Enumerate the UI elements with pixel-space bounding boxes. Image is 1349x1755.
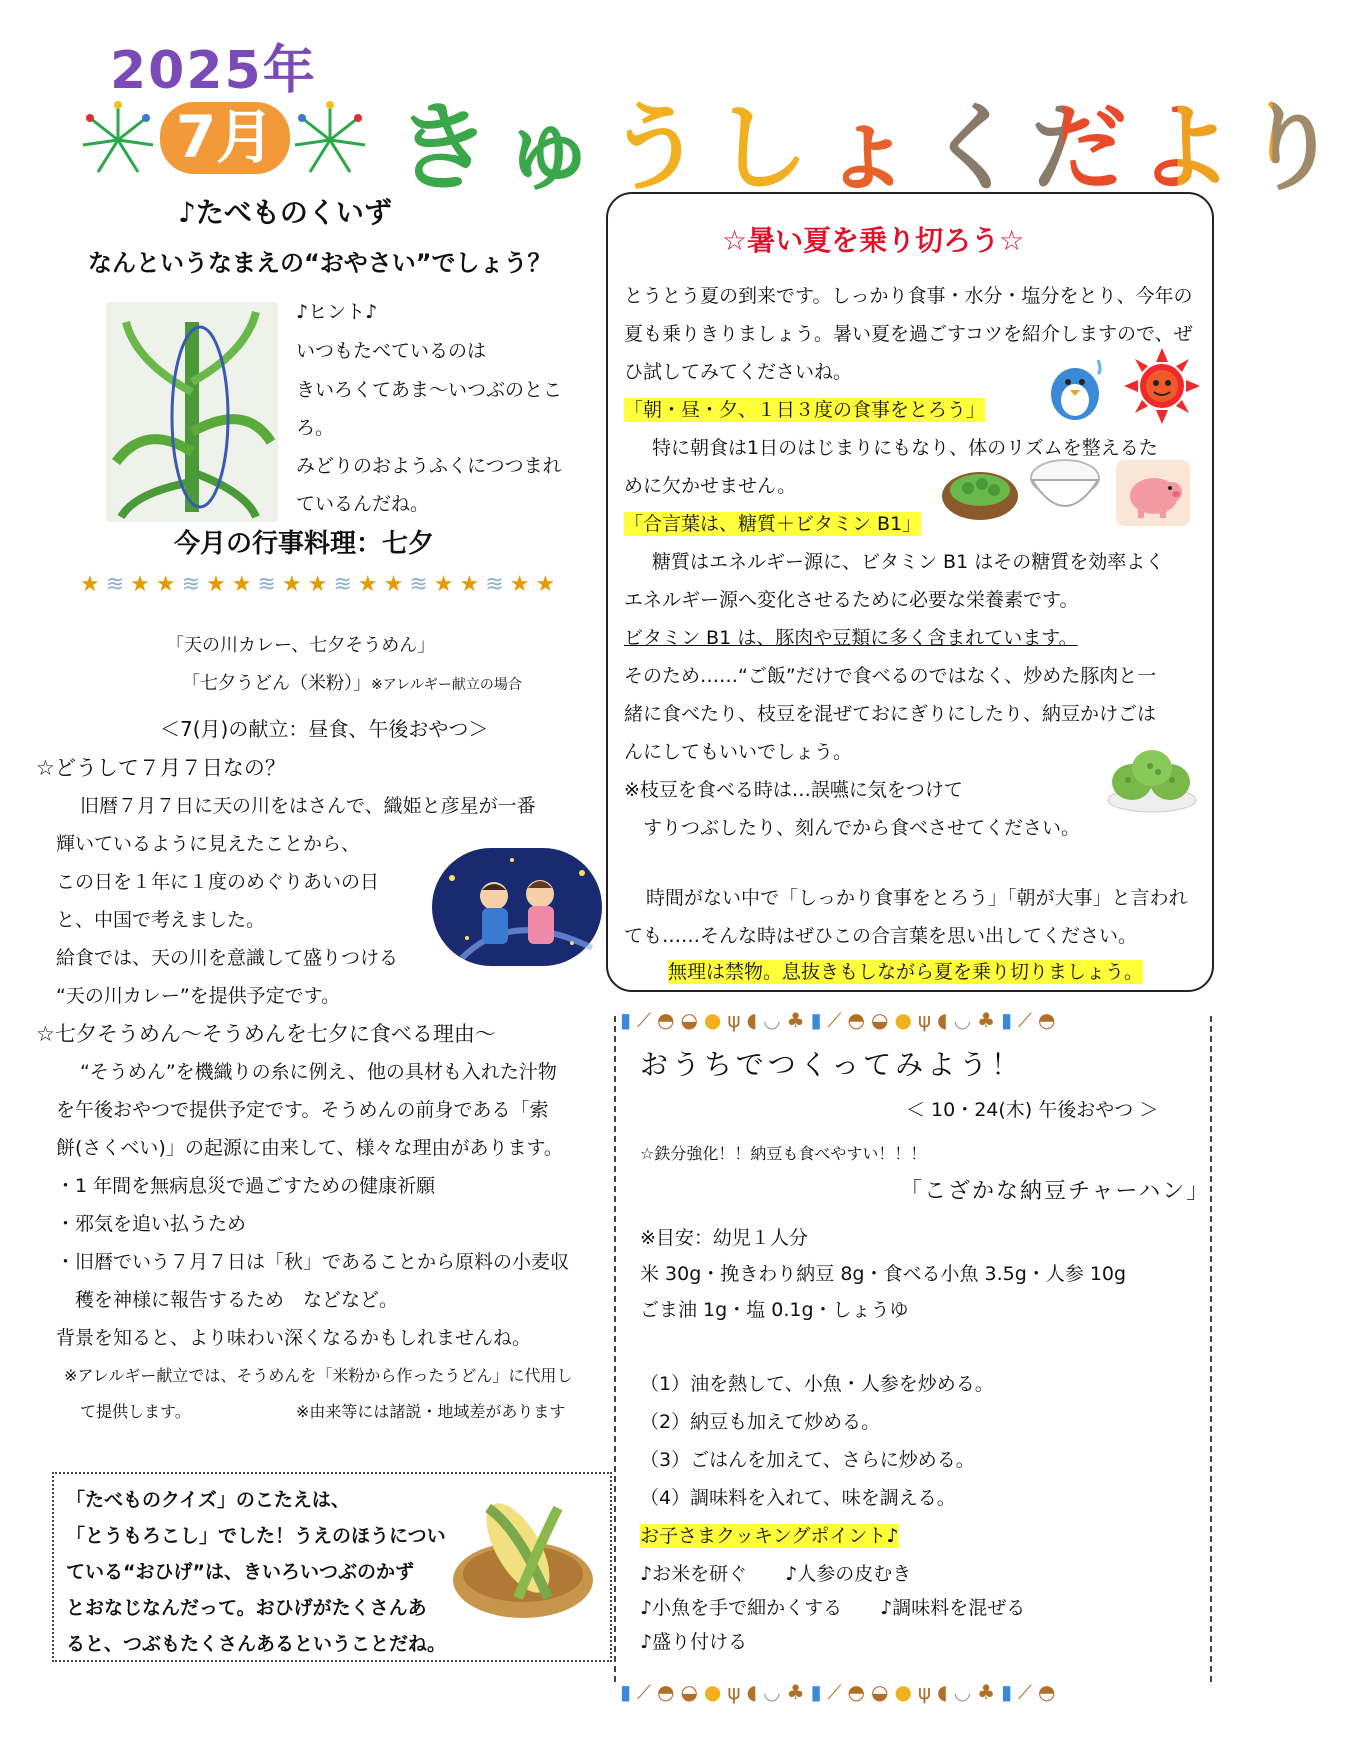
fried-icon: ♣ [786,1680,805,1704]
menu-line: 「天の川カレー、七夕そうめん」 [166,635,436,656]
event-heading: 今月の行事料理：七夕 [174,529,435,559]
answer-line: とおなじなんだって。おひげがたくさんあ [66,1597,427,1619]
point1-line: 特に朝食は1日のはじまりにもなり、体のリズムを整えるた [652,437,1158,459]
year-label: 2025年 [110,41,317,101]
recipe-date: ＜ 10・24(木) 午後おやつ ＞ [906,1099,1159,1121]
recipe-heading: おうちでつくってみよう！ [640,1048,1024,1081]
summer-body-line: 緒に食べたり、枝豆を混ぜておにぎりにしたり、納豆かけごは [624,703,1157,725]
vitamin-line: ビタミン B1 は、豚肉や豆類に多く含まれています。 [624,627,1078,649]
bowl-icon: ◓ [1038,1680,1056,1704]
sun-icon [1124,348,1200,424]
bottle-icon: ▮ [1001,1680,1013,1704]
allergy-note: ※アレルギー献立では、そうめんを「米粉から作ったうどん」に代用し [64,1366,573,1385]
point2-line: エネルギー源へ変化させるために必要な栄養素です。 [624,589,1079,611]
newsletter-title [395,72,1349,209]
recipe-step: （3）ごはんを加えて、さらに炒める。 [640,1449,975,1471]
closing-highlight: 無理は禁物。息抜きもしながら夏を乗り切りましょう。 [668,961,1144,983]
menu-line2: 「七夕うどん（米粉）」 [182,673,371,694]
fork-icon: ψ [917,1008,932,1032]
somen-line: 餅(さくべい)」の起源に由来して、様々な理由があります。 [56,1137,563,1159]
hint-line: ているんだね。 [296,493,430,515]
summer-intro-line: とうとう夏の到来です。しっかり食事・水分・塩分をとり、今年の [624,285,1193,307]
closing-line: ても……そんな時はぜひこの合言葉を思い出してください。 [624,925,1138,947]
somen-line: ・邪気を追い払うため [56,1213,247,1235]
recipe-step: （4）調味料を入れて、味を調える。 [640,1487,956,1509]
bowl-icon: ◒ [680,1008,698,1032]
point1-line: めに欠かせません。 [624,475,797,497]
wave-icon: ≋ [409,572,428,597]
star-icon: ★ [383,572,404,597]
point2-highlight: 「合言葉は、糖質＋ビタミン B1」 [624,513,922,535]
rice-icon: ◡ [763,1008,781,1032]
star-icon: ★ [155,572,176,597]
rice-icon: ◡ [953,1680,972,1704]
fork-icon: ψ [917,1680,932,1704]
menu-line: ＜7(月)の献立：昼食、午後おやつ＞ [160,717,489,741]
allergy-note: て提供します。 [80,1402,191,1421]
chopsticks-icon: ⟋ [637,1008,652,1032]
somen-heading: ☆七夕そうめん～そうめんを七夕に食べる理由～ [36,1022,496,1046]
chopsticks-icon: ⟋ [827,1008,842,1032]
rice-bowl-icon [1026,452,1104,526]
chopsticks-icon: ⟋ [1018,1008,1033,1032]
recipe-tagline: ☆鉄分強化！！納豆も食べやすい！！！ [640,1144,927,1163]
omelette-icon: ● [703,1680,722,1704]
recipe-step: （1）油を熱して、小魚・人参を炒める。 [640,1373,994,1395]
somen-line: 背景を知ると、より味わい深くなるかもしれませんね。 [56,1327,532,1349]
star-icon: ★ [509,572,530,597]
why-line: この日を１年に１度のめぐりあいの日 [56,871,380,893]
bread-icon: ◖ [746,1680,758,1704]
why-line: と、中国で考えました。 [56,909,266,931]
bottle-icon: ▮ [620,1680,632,1704]
food-border-bottom [620,1680,1056,1704]
answer-line: 「たべものクイズ」のこたえは、 [66,1489,350,1511]
cooking-point-label: お子さまクッキングポイント♪ [640,1525,899,1547]
quiz-heading: ♪たべものくいず [178,196,392,229]
star-icon: ★ [206,572,226,597]
bottle-icon: ▮ [810,1680,822,1704]
wave-icon: ≋ [105,572,125,597]
summer-heading: ☆暑い夏を乗り切ろう☆ [722,224,1025,257]
why-line: 旧暦７月７日に天の川をはさんで、織姫と彦星が一番 [80,795,536,817]
summer-intro-line: ひ試してみてくださいね。 [624,361,853,383]
menu-note: ※アレルギー献立の場合 [371,677,522,693]
bowl-icon: ◒ [870,1008,889,1032]
recipe-amount: ※目安：幼児１人分 [640,1227,808,1249]
bowl-icon: ◓ [657,1008,675,1032]
wave-icon: ≋ [333,572,352,597]
bowl-icon: ◒ [680,1680,698,1704]
star-icon: ★ [130,572,150,597]
stars-border [80,572,555,597]
why-line: 給食では、天の川を意識して盛りつける [56,947,399,969]
summer-body-line: ※枝豆を食べる時は…誤嚥に気をつけて [624,779,963,801]
bread-icon: ◖ [937,1008,948,1032]
answer-line: 「とうもろこし」でした！うえのほうについ [66,1525,446,1547]
fried-icon: ♣ [977,1008,996,1032]
bowl-icon: ◓ [1038,1008,1056,1032]
corn-photo [106,302,278,522]
bowl-icon: ◓ [847,1680,865,1704]
star-icon: ★ [307,572,328,597]
cooking-point: ♪お米を研ぐ ♪人参の皮むき [640,1563,912,1585]
summer-intro-line: 夏も乗りきりましょう。暑い夏を過ごすコツを紹介しますので、ぜ [624,323,1193,345]
recipe-ingredients: 米 30g・挽きわり納豆 8g・食べる小魚 3.5g・人参 10g [640,1263,1127,1285]
quiz-question: なんというなまえの“おやさい”でしょう？ [88,249,552,277]
summer-body-line: んにしてもいいでしょう。 [624,741,853,763]
star-icon: ★ [535,572,556,597]
bowl-icon: ◓ [657,1680,675,1704]
wave-icon: ≋ [485,572,504,597]
chopsticks-icon: ⟋ [1018,1680,1033,1704]
bottle-icon: ▮ [810,1008,822,1032]
star-icon: ★ [281,572,302,597]
answer-line: ると、つぶもたくさんあるということだね。 [66,1633,447,1655]
hint-line: みどりのおようふくにつつまれ [296,455,562,477]
penguin-hot-icon [1040,352,1110,422]
star-icon: ★ [459,572,480,597]
dish-name: 「こざかな納豆チャーハン」 [900,1179,1211,1204]
firework-left-icon [78,100,158,180]
somen-line: ・旧暦でいう７月７日は「秋」であることから原料の小麦収 [56,1251,570,1273]
star-icon: ★ [433,572,454,597]
summer-body-line: すりつぶしたり、刻んでから食べさせてください。 [624,817,1081,839]
summer-body-line: そのため……“ご飯”だけで食べるのではなく、炒めた豚肉と一 [624,665,1157,687]
point2-line: 糖質はエネルギー源に、ビタミン B1 はその糖質を効率よく [652,551,1165,573]
hint-line: ろ。 [296,417,335,439]
bowl-icon: ◓ [847,1008,865,1032]
recipe-step: （2）納豆も加えて炒める。 [640,1411,881,1433]
cooking-point: ♪盛り付ける [640,1631,748,1653]
hint-line: いつもたべているのは [296,340,487,362]
hint-label: ♪ヒント♪ [296,301,378,323]
star-icon: ★ [231,572,252,597]
omelette-icon: ● [894,1008,912,1032]
edamame-icon [940,456,1020,522]
chopsticks-icon: ⟋ [637,1680,652,1704]
answer-line: ている“おひげ”は、きいろいつぶのかず [66,1561,414,1583]
somen-line: ・1 年間を無病息災で過ごすための健康祈願 [56,1175,436,1197]
closing-line: 時間がない中で「しっかり食事をとろう」「朝が大事」と言われ [646,887,1188,909]
why-heading: ☆どうして７月７日なの？ [36,756,286,780]
wave-icon: ≋ [257,572,276,597]
omelette-icon: ● [703,1008,722,1032]
fried-icon: ♣ [786,1008,805,1032]
firework-right-icon [290,100,370,180]
fork-icon: ψ [727,1008,741,1032]
fork-icon: ψ [727,1680,741,1704]
rice-icon: ◡ [763,1680,781,1704]
bread-icon: ◖ [746,1008,758,1032]
title-text: きゅうしょくだより [395,72,1349,209]
hint-line: きいろくてあま～いつぶのとこ [296,379,563,401]
why-line: “天の川カレー”を提供予定です。 [56,985,341,1007]
star-icon: ★ [80,572,100,597]
cooking-point: ♪小魚を手で細かくする ♪調味料を混ぜる [640,1597,1026,1619]
corn-basket-photo [448,1488,598,1622]
chopsticks-icon: ⟋ [827,1680,842,1704]
recipe-ingredients: ごま油 1g・塩 0.1g・しょうゆ [640,1299,909,1321]
omelette-icon: ● [894,1680,912,1704]
why-line: 輝いているように見えたことから、 [56,833,361,855]
bottle-icon: ▮ [620,1008,632,1032]
somen-line: 穫を神様に報告するため などなど。 [56,1289,399,1311]
somen-line: “そうめん”を機織りの糸に例え、他の具材も入れた汁物 [80,1061,557,1083]
origin-note: ※由来等には諸説・地域差があります [296,1402,566,1421]
rice-icon: ◡ [953,1008,972,1032]
onigiri-edamame-icon [1104,744,1200,816]
star-icon: ★ [357,572,378,597]
pig-icon [1116,460,1190,526]
bottle-icon: ▮ [1001,1008,1013,1032]
bread-icon: ◖ [937,1680,948,1704]
month-badge: 7月 [160,102,290,174]
fried-icon: ♣ [977,1680,996,1704]
somen-line: を午後おやつで提供予定です。そうめんの前身である「索 [56,1099,549,1121]
header [0,0,1349,204]
point1-highlight: 「朝・昼・夕、１日３度の食事をとろう」 [624,399,986,421]
food-border-top [620,1008,1056,1032]
bowl-icon: ◒ [870,1680,889,1704]
menu-line [182,672,522,697]
tanabata-couple-illustration [432,848,602,966]
wave-icon: ≋ [181,572,201,597]
